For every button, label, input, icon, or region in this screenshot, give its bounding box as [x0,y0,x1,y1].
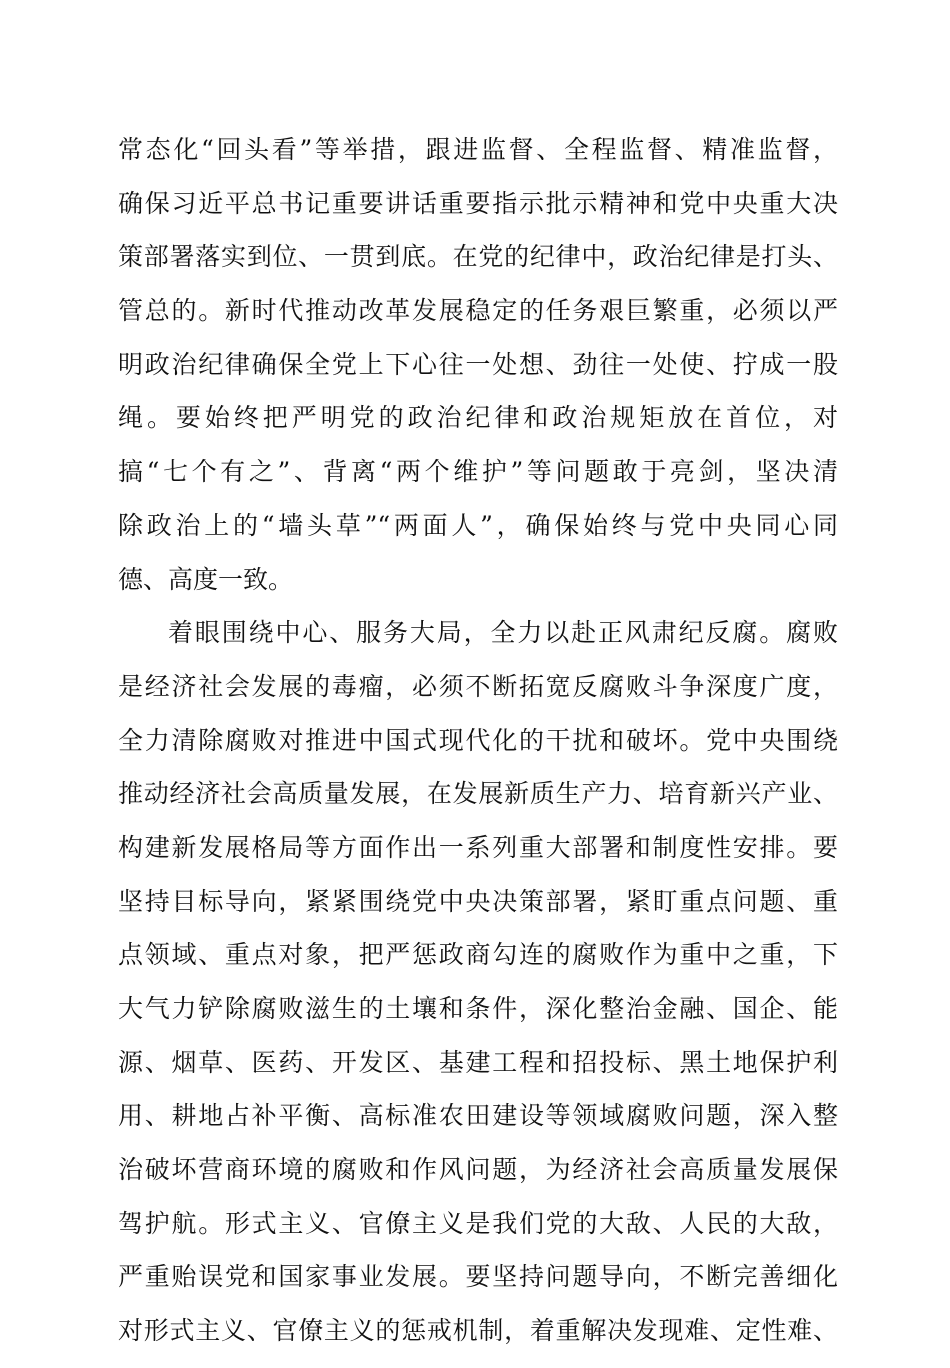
text-line: 大气力铲除腐败滋生的土壤和条件，深化整治金融、国企、能 [118,994,838,1023]
text-line: 推动经济社会高质量发展，在发展新质生产力、培育新兴产业、 [118,779,838,809]
paragraph-1 [118,133,838,616]
text-line: 德、高度一致。 [118,564,294,594]
text-line: 绳。要始终把严明党的政治纪律和政治规矩放在首位，对 [118,403,838,433]
text-line: 明政治纪律确保全党上下心往一处想、劲往一处使、拧成一股 [118,349,838,379]
text-line: 是经济社会发展的毒瘤，必须不断拓宽反腐败斗争深度广度， [118,671,838,701]
text-line: 治破坏营商环境的腐败和作风问题，为经济社会高质量发展保 [118,1155,838,1185]
text-line: 坚持目标导向，紧紧围绕党中央决策部署，紧盯重点问题、重 [118,886,838,916]
text-line: 点领域、重点对象，把严惩政商勾连的腐败作为重中之重，下 [118,940,838,970]
paragraph-2 [118,616,838,1368]
text-line: 源、烟草、医药、开发区、基建工程和招投标、黑土地保护利 [118,1047,838,1077]
text-line: 管总的。新时代推动改革发展稳定的任务艰巨繁重，必须以严 [118,296,838,326]
body-text [118,133,838,1368]
text-line: 构建新发展格局等方面作出一系列重大部署和制度性安排。要 [118,832,838,862]
text-line: 策部署落实到位、一贯到底。在党的纪律中，政治纪律是打头、 [118,242,838,272]
text-line: 用、耕地占补平衡、高标准农田建设等领域腐败问题，深入整 [118,1101,838,1131]
text-line: 全力清除腐败对推进中国式现代化的干扰和破坏。党中央围绕 [118,725,838,755]
text-line: 驾护航。形式主义、官僚主义是我们党的大敌、人民的大敌， [118,1208,838,1238]
text-line: 搞“七个有之”、背离“两个维护”等问题敢于亮剑，坚决清 [118,457,838,487]
text-line: 常态化“回头看”等举措，跟进监督、全程监督、精准监督， [118,135,838,164]
text-line: 确保习近平总书记重要讲话重要指示批示精神和党中央重大决 [118,188,838,218]
text-line: 对形式主义、官僚主义的惩戒机制，着重解决发现难、定性难、 [118,1316,838,1346]
text-line: 严重贻误党和国家事业发展。要坚持问题导向，不断完善细化 [118,1262,838,1292]
text-line: 除政治上的“墙头草”“两面人”，确保始终与党中央同心同 [118,510,838,540]
text-line: 着眼围绕中心、服务大局，全力以赴正风肃纪反腐。腐败 [168,618,838,648]
